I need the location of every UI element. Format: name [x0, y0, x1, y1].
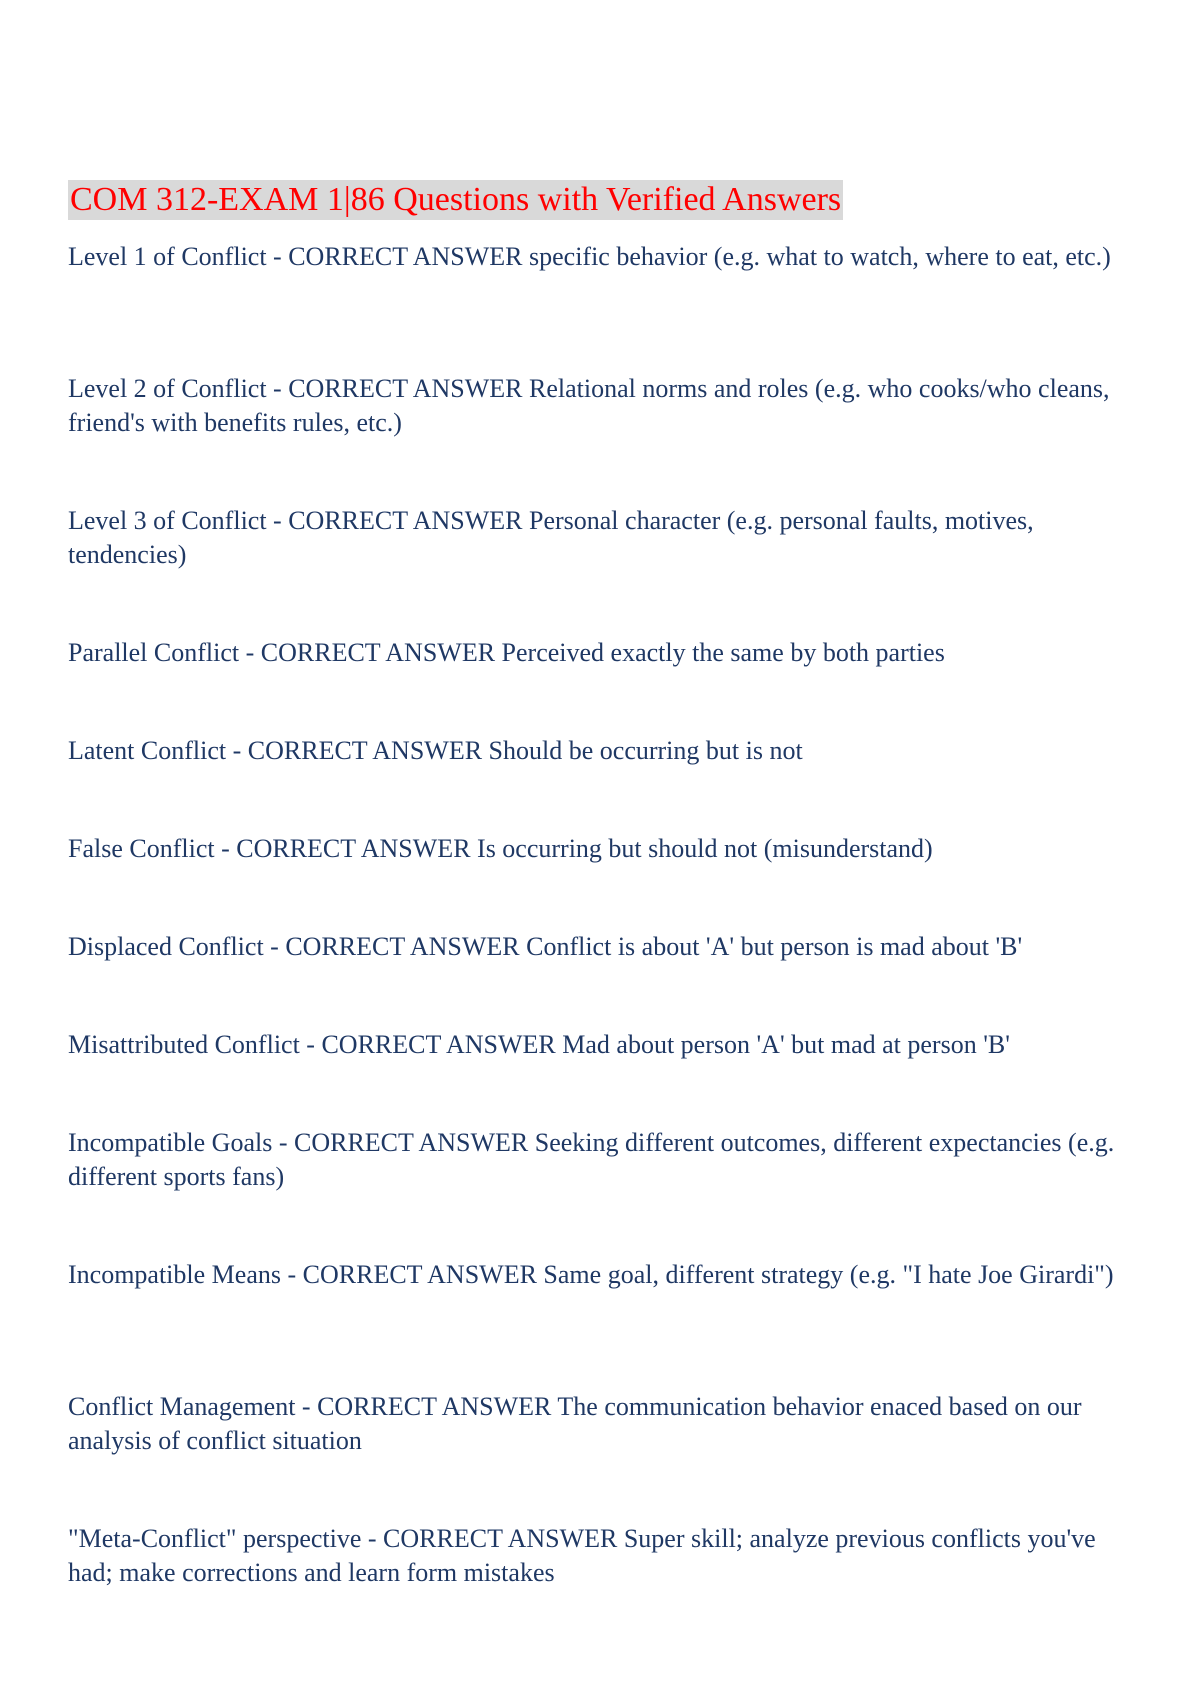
- flashcard-entry: "Meta-Conflict" perspective - CORRECT ANSWER Super skill; analyze previous conflicts you've had; make corrections and learn form mistakes: [68, 1524, 1096, 1587]
- flashcard-entry: Level 1 of Conflict - CORRECT ANSWER specific behavior (e.g. what to watch, where to eat, etc.): [68, 242, 1111, 271]
- flashcard-entry: Incompatible Goals - CORRECT ANSWER Seeking different outcomes, different expectancies (e.g. different sports fans): [68, 1128, 1115, 1191]
- flashcard-entry: Displaced Conflict - CORRECT ANSWER Conflict is about 'A' but person is mad about 'B': [68, 932, 1023, 961]
- flashcard-entry: Incompatible Means - CORRECT ANSWER Same goal, different strategy (e.g. "I hate Joe Girardi"): [68, 1260, 1114, 1289]
- flashcard-entry: Level 2 of Conflict - CORRECT ANSWER Relational norms and roles (e.g. who cooks/who cleans, friend's with benefits rules, etc.): [68, 374, 1110, 437]
- flashcard-entry: Latent Conflict - CORRECT ANSWER Should be occurring but is not: [68, 736, 803, 765]
- flashcard-entry: Conflict Management - CORRECT ANSWER The communication behavior enaced based on our analysis of conflict situation: [68, 1392, 1082, 1455]
- flashcard-entry: False Conflict - CORRECT ANSWER Is occurring but should not (misunderstand): [68, 834, 933, 863]
- flashcard-entry: Misattributed Conflict - CORRECT ANSWER Mad about person 'A' but mad at person 'B': [68, 1030, 1010, 1059]
- document-title: COM 312-EXAM 1|86 Questions with Verified Answers: [70, 181, 842, 218]
- flashcard-entry: Level 3 of Conflict - CORRECT ANSWER Personal character (e.g. personal faults, motives, tendencies): [68, 506, 1034, 569]
- flashcard-entry: Parallel Conflict - CORRECT ANSWER Perceived exactly the same by both parties: [68, 638, 945, 667]
